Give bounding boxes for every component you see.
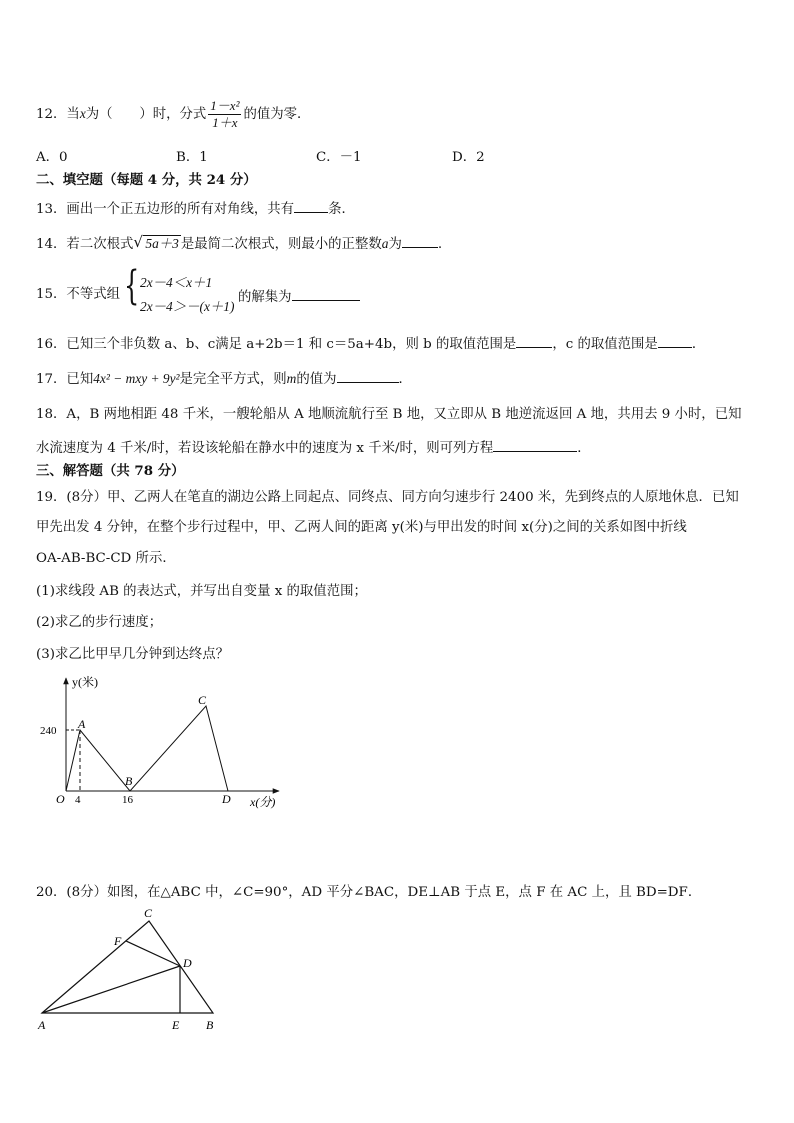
q12-option-b: B．1 [176, 150, 208, 165]
vertex-B: B [206, 1018, 214, 1032]
vertex-C: C [144, 906, 153, 920]
q20-triangle-figure [34, 905, 234, 1035]
q18-blank [493, 437, 577, 452]
q17-mid: 是完全平方式，则 [179, 372, 287, 387]
q12-mid: 为（ ）时，分式 [85, 107, 207, 122]
x-axis-label: x(分) [250, 795, 276, 809]
q17-expression: 4x² − mxy + 9y² [93, 371, 180, 386]
q15-brace: { [124, 263, 140, 309]
q18-post: ． [577, 441, 591, 456]
question-19-line-1: 19．(8分）甲、乙两人在笔直的湖边公路上同起点、同终点、同方向匀速步行 2400 米，先到终点的人原地休息．已知 [36, 490, 739, 505]
q15-row-2: 2x－4＞－(x＋1) [140, 299, 235, 314]
question-18-line-2 [36, 437, 591, 458]
q14-blank [402, 233, 438, 248]
question-20: 20．(8分）如图，在△ABC 中，∠C=90°，AD 平分∠BAC，DE⊥AB 于点 E，点 F 在 AC 上，且 BD=DF． [36, 885, 702, 900]
polyline-OABCD [66, 706, 228, 791]
q16-mid: ，c 的取值范围是 [552, 337, 658, 352]
q16-pre: 16．已知三个非负数 a、b、c满足 a+2b＝1 和 c＝5a+4b，则 b 的取值范围是 [36, 337, 517, 352]
q12-option-c: C．－1 [316, 150, 362, 165]
q12-numerator: 1－x² [210, 98, 240, 113]
q12-option-a: A．0 [36, 150, 68, 165]
question-15-suffix [238, 286, 360, 307]
q13-blank [294, 198, 328, 213]
question-19-sub-2: (2)求乙的步行速度； [36, 615, 163, 630]
q14-radicand: 5a＋3 [145, 236, 179, 251]
q17-pre: 17．已知 [36, 372, 94, 387]
q12-var: x [79, 106, 86, 121]
q12-option-d: D．2 [452, 150, 485, 165]
q13-pre: 13．画出一个正五边形的所有对角线，共有 [36, 202, 295, 217]
q12-pre: 12．当 [36, 107, 80, 122]
q19-graph [34, 672, 294, 812]
question-19-sub-3: (3)求乙比甲早几分钟到达终点？ [36, 647, 230, 662]
q16-post: ． [691, 337, 706, 352]
tick-16: 16 [122, 794, 133, 806]
q13-post: 条． [328, 202, 355, 217]
question-19-sub-1: (1)求线段 AB 的表达式，并写出自变量 x 的取值范围； [36, 584, 367, 599]
question-16 [36, 333, 705, 354]
segment-AD [42, 966, 180, 1013]
q14-post: 为 [388, 237, 402, 252]
section-2-heading: 二、填空题（每题 4 分，共 24 分） [36, 172, 257, 188]
question-12 [36, 98, 310, 131]
q17-post: 的值为 [296, 372, 337, 387]
point-F: F [114, 934, 122, 948]
q12-denominator: 1＋x [212, 115, 238, 130]
question-19-line-3: OA-AB-BC-CD 所示． [36, 551, 176, 566]
q14-radical [133, 235, 180, 254]
question-17: 17．已知4x² − mxy + 9y²是完全平方式，则m的值为 ． [36, 368, 412, 389]
question-19-line-2: 甲先出发 4 分钟，在整个步行过程中，甲、乙两人间的距离 y(米)与甲出发的时间 x(分)之间的关系如图中折线 [36, 520, 687, 535]
q14-var: a [381, 236, 389, 251]
q15-post: 的解集为 [238, 290, 292, 305]
label-A: A [78, 717, 86, 731]
q18-line-2-text: 水流速度为 4 千米/时，若设该轮船在静水中的速度为 x 千米/时，则可列方程 [36, 441, 494, 456]
q16-blank-c [658, 333, 692, 348]
point-E: E [172, 1018, 180, 1032]
tick-4: 4 [75, 794, 81, 806]
section-3-heading: 三、解答题（共 78 分） [36, 463, 185, 479]
question-14: 14．若二次根式√ 5a＋3 是最简二次根式，则最小的正整数a为 . [36, 233, 442, 254]
q15-row-1: 2x－4＜x＋1 [140, 275, 213, 290]
question-13 [36, 198, 355, 219]
label-C: C [198, 693, 207, 707]
label-D: D [222, 792, 231, 806]
vertex-A: A [38, 1018, 46, 1032]
question-18-line-1: 18．A，B 两地相距 48 千米，一艘轮船从 A 地顺流航行至 B 地，又立即从 B 地逆流返回 A 地，共用去 9 小时，已知 [36, 407, 742, 422]
q14-mid: 是最简二次根式，则最小的正整数 [180, 237, 382, 252]
point-D: D [183, 956, 192, 970]
q16-blank-b [516, 333, 552, 348]
q15-inequality-system [124, 263, 244, 318]
q12-fraction [208, 98, 241, 131]
q17-blank [337, 368, 399, 383]
q15-blank [292, 286, 360, 301]
label-B: B [125, 774, 133, 788]
q14-pre: 14．若二次根式 [36, 237, 134, 252]
question-15-prefix: 15．不等式组 [36, 287, 120, 302]
label-O: O [56, 792, 65, 806]
y-axis-label: y(米) [72, 675, 98, 689]
q12-post: 的值为零． [243, 107, 311, 122]
tick-240: 240 [40, 725, 57, 737]
q17-var: m [286, 371, 297, 386]
